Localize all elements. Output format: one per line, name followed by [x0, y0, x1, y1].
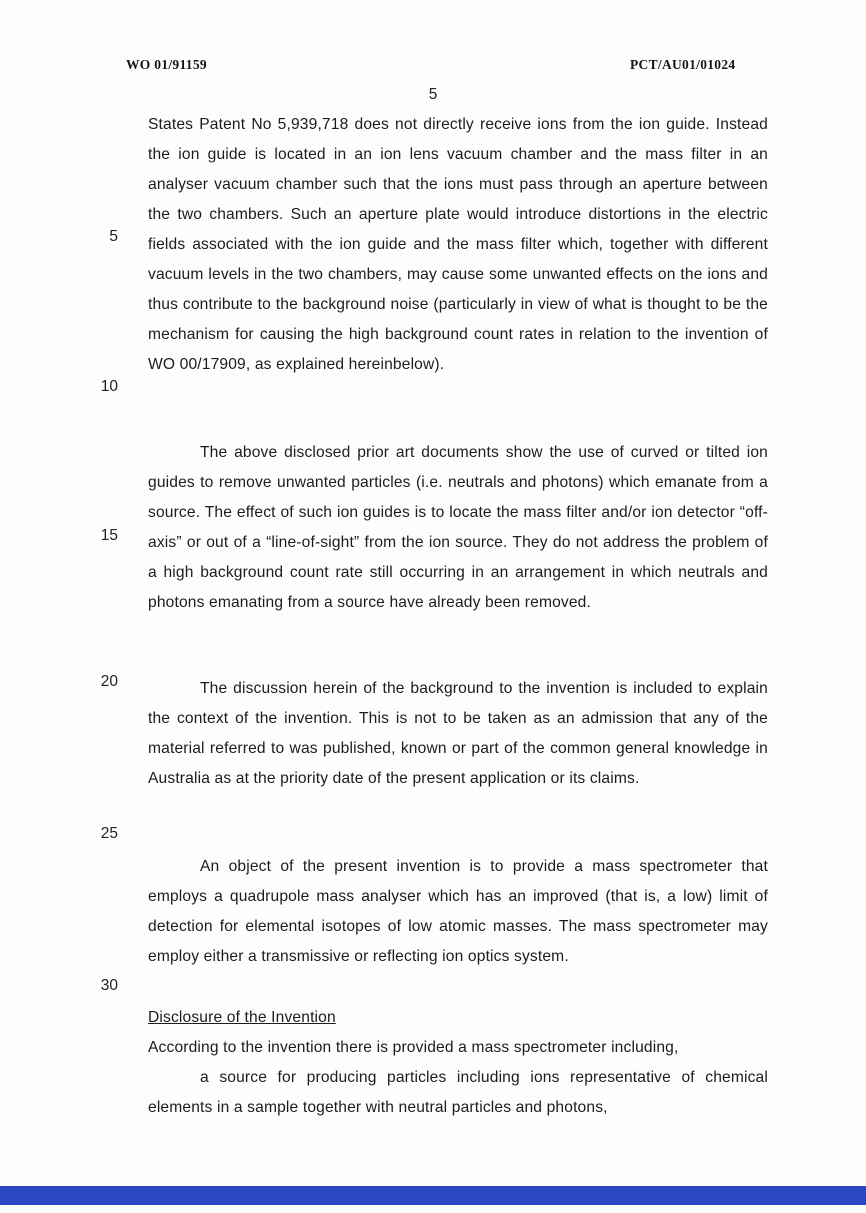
body-paragraph: An object of the present invention is to provide a mass spectrometer that employs a quadrupole mass analyser which has an improved (that is, a low) limit of detection for elemental isotopes of low atomic masses. The mass spectrometer may employ either a transmissive or reflecting ion optics system. [148, 858, 768, 965]
publication-number: WO 01/91159 [126, 57, 207, 72]
body-paragraph: The discussion herein of the background to the invention is included to explain the context of the invention. This is not to be taken as an admission that any of the material referred to was published, known or part of the common general knowledge in Australia as at the priority date of the present application or its claims. [148, 680, 768, 787]
margin-line-number-20: 20 [100, 673, 118, 690]
application-number: PCT/AU01/01024 [630, 57, 736, 72]
margin-line-number-10: 10 [100, 378, 118, 395]
section-heading: Disclosure of the Invention [148, 1009, 336, 1026]
margin-line-number-5: 5 [109, 228, 118, 245]
margin-line-number-25: 25 [100, 825, 118, 842]
margin-line-number-15: 15 [100, 527, 118, 544]
body-paragraph: According to the invention there is provided a mass spectrometer including, [148, 1039, 679, 1056]
margin-line-number-30: 30 [100, 977, 118, 994]
body-paragraph: The above disclosed prior art documents show the use of curved or tilted ion guides to remove unwanted particles (i.e. neutrals and photons) which emanate from a source. The effect of such ion guides is to locate the mass filter and/or ion detector “off-axis” or out of a “line-of-sight” from the ion source. They do not address the problem of a high background count rate still occurring in an arrangement in which neutrals and photons emanating from a source have already been removed. [148, 444, 768, 611]
page-number: 5 [428, 86, 438, 103]
body-paragraph: States Patent No 5,939,718 does not directly receive ions from the ion guide. Instead the ion guide is located in an ion lens vacuum chamber and the mass filter in an analyser vacuum chamber such that the ions must pass through an aperture between the two chambers. Such an aperture plate would introduce distortions in the electric fields associated with the ion guide and the mass filter which, together with different vacuum levels in the two chambers, may cause some unwanted effects on the ions and thus contribute to the background noise (particularly in view of what is thought to be the mechanism for causing the high background count rates in relation to the invention of WO 00/17909, as explained hereinbelow). [148, 116, 768, 373]
scan-edge-strip [0, 1186, 866, 1205]
body-paragraph: a source for producing particles including ions representative of chemical elements in a sample together with neutral particles and photons, [148, 1069, 768, 1116]
